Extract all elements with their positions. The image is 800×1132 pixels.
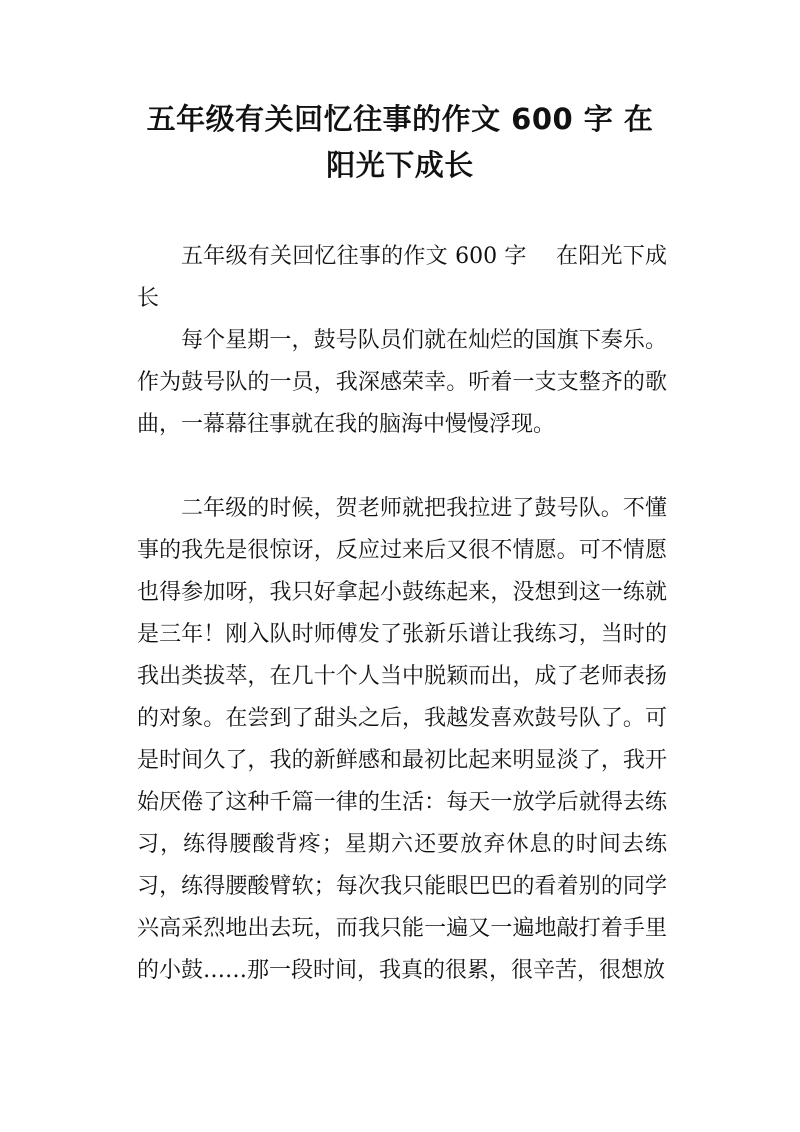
paragraph-intro: 每个星期一，鼓号队员们就在灿烂的国旗下奏乐。作为鼓号队的一员，我深感荣幸。听着一支支整齐的歌曲，一幕幕往事就在我的脑海中慢慢浮现。 [137, 328, 667, 437]
paragraph-subtitle: 五年级有关回忆往事的作文 600 字 在阳光下成长 [137, 244, 667, 311]
paragraph-memory: 二年级的时候，贺老师就把我拉进了鼓号队。不懂事的我先是很惊讶，反应过来后又很不情愿。可不情愿也得参加呀，我只好拿起小鼓练起来，没想到这一练就是三年！刚入队时师傅发了张新乐谱让我练习，当时的我出类拔萃，在几十个人当中脱颖而出，成了老师表扬的对象。在尝到了甜头之后，我越发喜欢鼓号队了。可是时间久了，我的新鲜感和最初比起来明显淡了，我开始厌倦了这种千篇一律的生活：每天一放学后就得去练习，练得腰酸背疼；星期六还要放弃休息的时间去练习，练得腰酸臂软；每次我只能眼巴巴的看着别的同学兴高采烈地出去玩，而我只能一遍又一遍地敲打着手里的小鼓……那一段时间，我真的很累，很辛苦，很想放 [137, 496, 667, 983]
title-line-1: 五年级有关回忆往事的作文 600 字 在 [146, 102, 654, 136]
title-line-2: 阳光下成长 [326, 148, 474, 182]
document-body [137, 236, 667, 992]
document-title [120, 96, 680, 188]
